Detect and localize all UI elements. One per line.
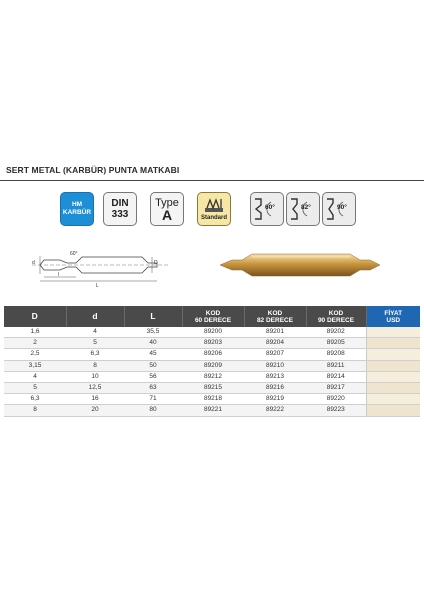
type-badge-line2: A bbox=[161, 207, 173, 223]
table-row bbox=[4, 360, 420, 371]
din-333-badge bbox=[103, 192, 137, 226]
cell-D: 2 bbox=[4, 338, 66, 349]
cell-d: 5 bbox=[66, 338, 124, 349]
cell-kod-90: 89223 bbox=[306, 405, 366, 416]
cell-kod-60: 89206 bbox=[182, 349, 244, 360]
cell-L: 35,5 bbox=[124, 327, 182, 338]
price-line1: FİYAT bbox=[384, 309, 403, 317]
kod-90-line2: 90 DERECE bbox=[317, 316, 355, 324]
cell-kod-82: 89222 bbox=[244, 405, 306, 416]
drawing-label-D: D bbox=[154, 260, 158, 266]
cell-kod-60: 89203 bbox=[182, 338, 244, 349]
table-body bbox=[4, 327, 420, 416]
cell-price bbox=[366, 360, 420, 371]
cell-price bbox=[366, 405, 420, 416]
page-title: SERT METAL (KARBÜR) PUNTA MATKABI bbox=[6, 165, 180, 175]
cell-L: 40 bbox=[124, 338, 182, 349]
angle-60-label: 60° bbox=[265, 204, 275, 211]
col-header-kod-82 bbox=[244, 306, 306, 327]
product-table bbox=[4, 306, 420, 417]
drawing-label-l: l bbox=[58, 272, 60, 278]
hm-badge-line2: KARBÜR bbox=[62, 209, 92, 216]
cell-kod-82: 89201 bbox=[244, 327, 306, 338]
col-header-kod-60 bbox=[182, 306, 244, 327]
cell-D: 8 bbox=[4, 405, 66, 416]
hm-karbur-badge bbox=[60, 192, 94, 226]
table-row bbox=[4, 382, 420, 393]
cell-kod-60: 89209 bbox=[182, 360, 244, 371]
cell-L: 50 bbox=[124, 360, 182, 371]
col-header-L: L bbox=[124, 306, 182, 327]
col-header-D: D bbox=[4, 306, 66, 327]
cell-d: 12,5 bbox=[66, 382, 124, 393]
cell-kod-82: 89213 bbox=[244, 371, 306, 382]
cell-kod-90: 89211 bbox=[306, 360, 366, 371]
cell-d: 4 bbox=[66, 327, 124, 338]
drill-photo bbox=[210, 245, 390, 285]
cell-kod-90: 89214 bbox=[306, 371, 366, 382]
cell-kod-82: 89216 bbox=[244, 382, 306, 393]
cell-d: 8 bbox=[66, 360, 124, 371]
price-line2: USD bbox=[386, 316, 401, 324]
cell-D: 1,6 bbox=[4, 327, 66, 338]
cell-d: 16 bbox=[66, 394, 124, 405]
cell-kod-90: 89208 bbox=[306, 349, 366, 360]
drawing-label-L: L bbox=[96, 283, 99, 289]
cell-kod-60: 89212 bbox=[182, 371, 244, 382]
title-divider bbox=[0, 180, 424, 181]
table-row bbox=[4, 394, 420, 405]
kod-82-line1: KOD bbox=[267, 309, 283, 317]
type-a-badge bbox=[150, 192, 184, 226]
standard-badge-label: Standard bbox=[200, 215, 227, 221]
drawing-label-angle: 60° bbox=[70, 251, 78, 257]
technical-drawing bbox=[30, 245, 170, 289]
hm-badge-line1: HM bbox=[71, 201, 83, 208]
cell-price bbox=[366, 327, 420, 338]
col-header-kod-90 bbox=[306, 306, 366, 327]
table-row bbox=[4, 371, 420, 382]
angle-82-badge bbox=[286, 192, 320, 226]
cell-D: 2,5 bbox=[4, 349, 66, 360]
kod-82-line2: 82 DERECE bbox=[256, 316, 294, 324]
cell-d: 20 bbox=[66, 405, 124, 416]
col-header-d: d bbox=[66, 306, 124, 327]
table-row bbox=[4, 405, 420, 416]
angle-90-label: 90° bbox=[337, 204, 347, 211]
cell-price bbox=[366, 371, 420, 382]
cell-kod-60: 89221 bbox=[182, 405, 244, 416]
angle-60-badge bbox=[250, 192, 284, 226]
cell-L: 80 bbox=[124, 405, 182, 416]
kod-60-line1: KOD bbox=[205, 309, 221, 317]
cell-kod-90: 89205 bbox=[306, 338, 366, 349]
cell-d: 10 bbox=[66, 371, 124, 382]
cell-price bbox=[366, 394, 420, 405]
cell-kod-82: 89207 bbox=[244, 349, 306, 360]
cell-price bbox=[366, 338, 420, 349]
cell-price bbox=[366, 382, 420, 393]
table-row bbox=[4, 327, 420, 338]
drawing-label-d: d bbox=[32, 260, 35, 266]
standard-badge bbox=[197, 192, 231, 226]
cell-D: 5 bbox=[4, 382, 66, 393]
cell-L: 56 bbox=[124, 371, 182, 382]
table-header-row bbox=[4, 306, 420, 327]
cell-kod-90: 89220 bbox=[306, 394, 366, 405]
cell-L: 71 bbox=[124, 394, 182, 405]
cell-kod-90: 89202 bbox=[306, 327, 366, 338]
table-row bbox=[4, 349, 420, 360]
kod-90-line1: KOD bbox=[328, 309, 344, 317]
cell-kod-82: 89219 bbox=[244, 394, 306, 405]
cell-kod-60: 89215 bbox=[182, 382, 244, 393]
din-badge-line1: DIN bbox=[111, 198, 129, 209]
cell-D: 4 bbox=[4, 371, 66, 382]
cell-D: 3,15 bbox=[4, 360, 66, 371]
cell-price bbox=[366, 349, 420, 360]
cell-kod-90: 89217 bbox=[306, 382, 366, 393]
standard-tool-icon bbox=[201, 197, 227, 213]
cell-L: 63 bbox=[124, 382, 182, 393]
cell-kod-82: 89204 bbox=[244, 338, 306, 349]
kod-60-line2: 60 DERECE bbox=[194, 316, 232, 324]
din-badge-line2: 333 bbox=[111, 209, 129, 220]
cell-D: 6,3 bbox=[4, 394, 66, 405]
angle-82-label: 82° bbox=[301, 204, 311, 211]
cell-L: 45 bbox=[124, 349, 182, 360]
angle-90-badge bbox=[322, 192, 356, 226]
cell-d: 6,3 bbox=[66, 349, 124, 360]
cell-kod-60: 89218 bbox=[182, 394, 244, 405]
cell-kod-60: 89200 bbox=[182, 327, 244, 338]
table-row bbox=[4, 338, 420, 349]
col-header-price bbox=[366, 306, 420, 327]
cell-kod-82: 89210 bbox=[244, 360, 306, 371]
type-badge-line1: Type bbox=[155, 197, 179, 209]
